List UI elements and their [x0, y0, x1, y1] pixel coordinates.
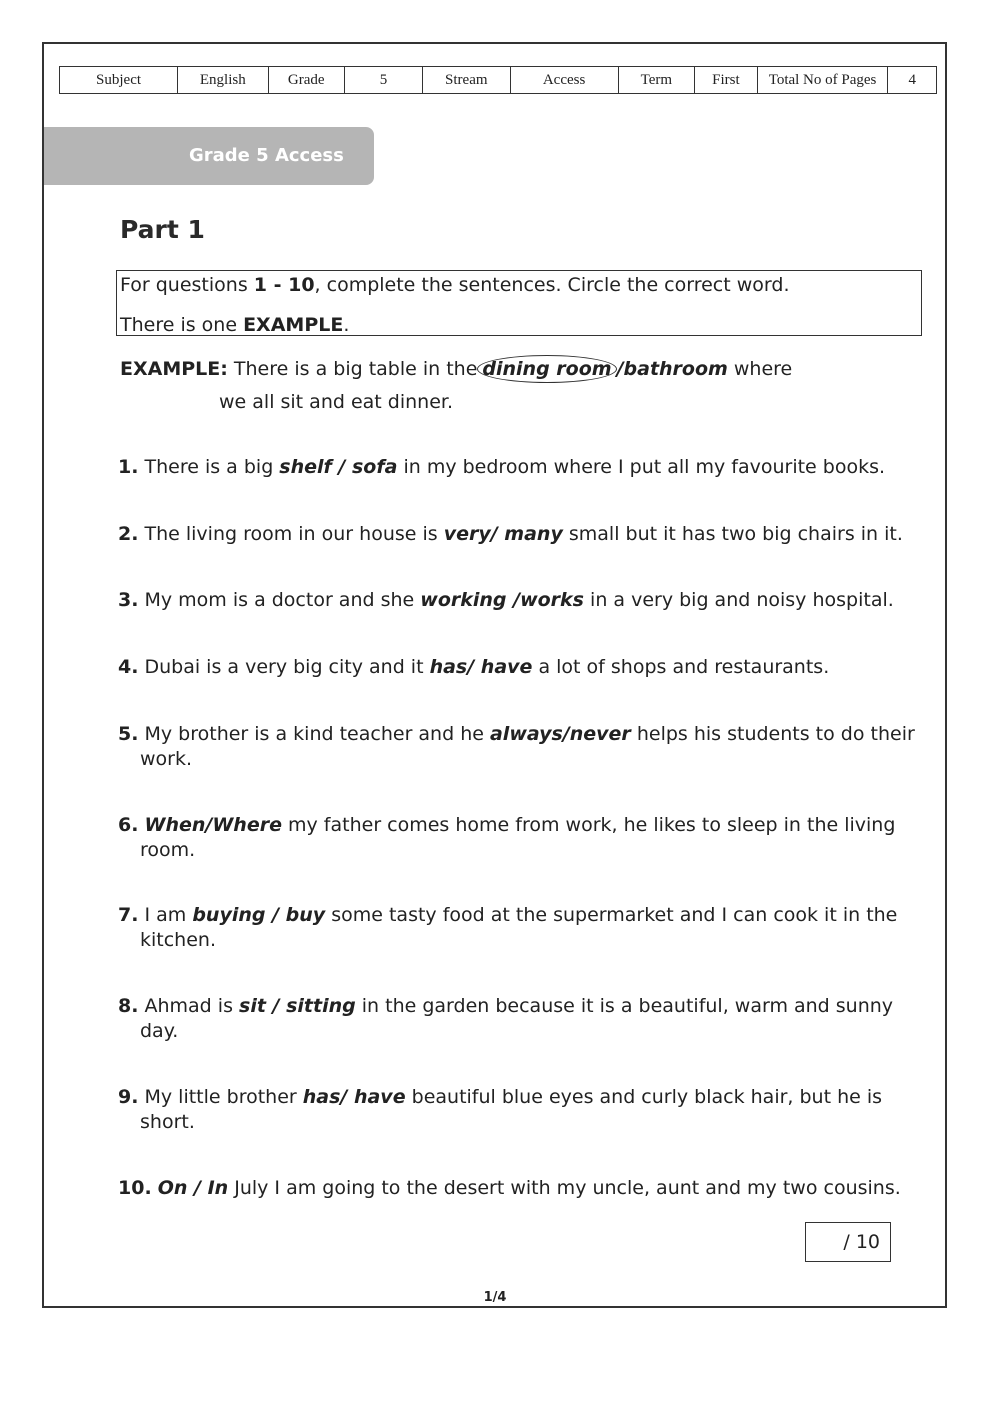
question-9: 9. My little brother has/ have beautiful blue eyes and curly black hair, but he is short. — [118, 1086, 883, 1133]
question-2: 2. The living room in our house is very/ many small but it has two big chairs in it. — [118, 523, 903, 545]
header-cell-term-label: Term — [618, 67, 694, 94]
question-10: 10. On / In July I am going to the desert with my uncle, aunt and my two cousins. — [118, 1177, 901, 1199]
example-label: EXAMPLE: — [120, 358, 228, 380]
question-7: 7. I am buying / buy some tasty food at the supermarket and I can cook it in the kitchen. — [118, 904, 898, 951]
header-cell-term-value: First — [695, 67, 758, 94]
header-cell-grade-value: 5 — [345, 67, 423, 94]
question-1-options[interactable]: shelf / sofa — [279, 456, 398, 478]
page-number: 1/4 — [483, 1290, 507, 1305]
question-10-options[interactable]: On / In — [157, 1177, 229, 1199]
question-8-options[interactable]: sit / sitting — [239, 995, 356, 1017]
question-8: 8. Ahmad is sit / sitting in the garden because it is a beautiful, warm and sunny day. — [118, 995, 894, 1042]
question-3-options[interactable]: working /works — [420, 589, 584, 611]
example-line-2: we all sit and eat dinner. — [219, 391, 454, 413]
grade-banner: Grade 5 Access — [44, 127, 374, 185]
instructions-line-2: There is one EXAMPLE. — [120, 314, 350, 336]
question-6-options[interactable]: When/Where — [144, 814, 282, 836]
question-1: 1. There is a big shelf / sofa in my bedroom where I put all my favourite books. — [118, 456, 886, 478]
question-2-options[interactable]: very/ many — [443, 523, 563, 545]
header-cell-stream-value: Access — [510, 67, 618, 94]
part-title: Part 1 — [120, 215, 205, 244]
question-6: 6. When/Where my father comes home from work, he likes to sleep in the living room. — [118, 814, 896, 861]
example-sentence: EXAMPLE: There is a big table in the dining room /bathroom where we all sit and eat dinner. — [120, 353, 880, 419]
header-cell-stream-label: Stream — [423, 67, 510, 94]
header-cell-subject-value: English — [178, 67, 268, 94]
question-4: 4. Dubai is a very big city and it has/ have a lot of shops and restaurants. — [118, 656, 830, 678]
header-table — [59, 66, 937, 94]
header-cell-subject-label: Subject — [60, 67, 178, 94]
header-cell-pages-value: 4 — [888, 67, 937, 94]
header-cell-pages-label: Total No of Pages — [757, 67, 888, 94]
question-9-options[interactable]: has/ have — [302, 1086, 406, 1108]
question-5-options[interactable]: always/never — [489, 723, 631, 745]
instructions-box — [116, 270, 922, 336]
example-circled-answer: dining room — [477, 355, 616, 383]
instructions-line-1: For questions 1 - 10, complete the sentences. Circle the correct word. — [120, 274, 790, 296]
header-cell-grade-label: Grade — [268, 67, 345, 94]
question-5: 5. My brother is a kind teacher and he always/never helps his students to do their work. — [118, 723, 915, 770]
question-3: 3. My mom is a doctor and she working /works in a very big and noisy hospital. — [118, 589, 894, 611]
question-4-options[interactable]: has/ have — [429, 656, 533, 678]
score-box: / 10 — [805, 1222, 891, 1262]
question-7-options[interactable]: buying / buy — [192, 904, 326, 926]
